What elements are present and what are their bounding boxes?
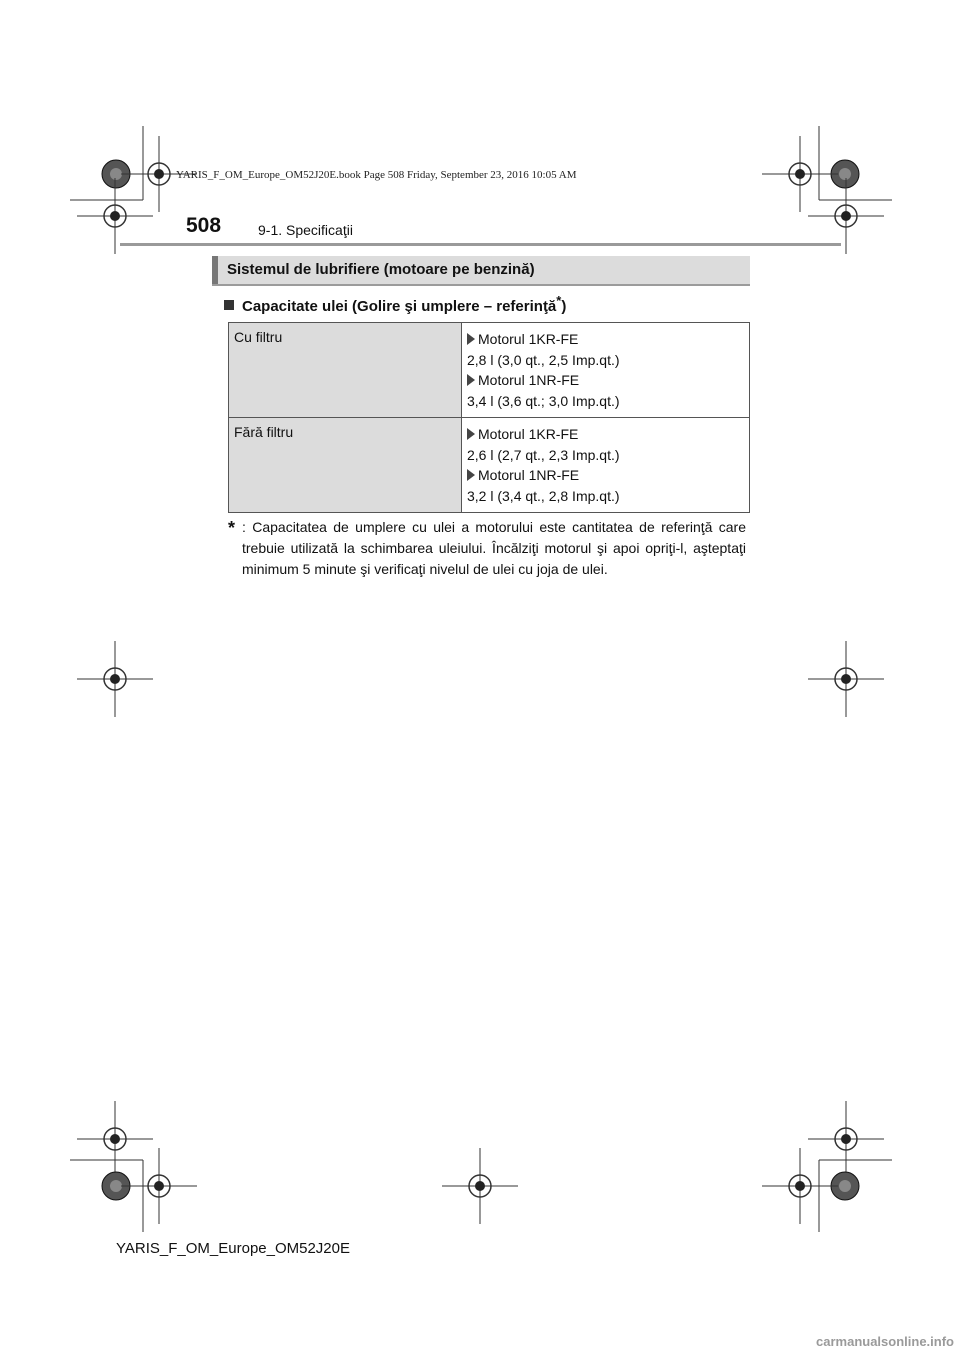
chapter-title: 9-1. Specificaţii — [258, 222, 353, 238]
triangle-bullet-icon — [467, 428, 475, 440]
registration-target-icon — [442, 1148, 518, 1224]
triangle-bullet-icon — [467, 469, 475, 481]
footnote-star: * — [228, 518, 236, 538]
subheading — [224, 293, 566, 315]
page-number: 508 — [186, 214, 222, 237]
watermark: carmanualsonline.info — [816, 1334, 954, 1349]
engine-name: Motorul 1NR-FE — [478, 467, 580, 483]
engine-condition — [467, 329, 744, 349]
engine-condition — [467, 370, 744, 390]
registration-target-icon — [77, 1101, 153, 1177]
registration-target-icon — [121, 1148, 197, 1224]
engine-condition — [467, 465, 744, 485]
oil-capacity-table — [228, 322, 750, 513]
table-row — [229, 323, 750, 418]
section-heading: Sistemul de lubrifiere (motoare pe benzină) — [212, 256, 750, 284]
footnote-text: : Capacitatea de umplere cu ulei a motorului este cantitatea de referinţă care trebuie utilizată la schimbarea uleiului. Încălziţi motorul şi apoi opriţi-l, aşteptaţi minimum 5 minute şi verificaţi nivelul de ulei cu joja de ulei. — [242, 519, 746, 577]
engine-name: Motorul 1KR-FE — [478, 426, 579, 442]
section-divider — [212, 284, 750, 286]
oil-amount: 3,4 l (3,6 qt.; 3,0 Imp.qt.) — [467, 393, 620, 409]
engine-name: Motorul 1KR-FE — [478, 331, 579, 347]
row-label: Fără filtru — [229, 418, 462, 513]
registration-target-icon — [808, 641, 884, 717]
engine-condition — [467, 424, 744, 444]
book-info: YARIS_F_OM_Europe_OM52J20E.book Page 508 Friday, September 23, 2016 10:05 AM — [176, 169, 577, 181]
oil-amount: 2,8 l (3,0 qt., 2,5 Imp.qt.) — [467, 352, 620, 368]
subheading-end: ) — [561, 298, 567, 315]
subheading-star: * — [556, 293, 562, 308]
triangle-bullet-icon — [467, 333, 475, 345]
oil-amount: 3,2 l (3,4 qt., 2,8 Imp.qt.) — [467, 488, 620, 504]
registration-target-icon — [762, 1148, 838, 1224]
registration-target-icon — [77, 641, 153, 717]
row-value — [462, 323, 750, 418]
square-bullet-icon — [224, 300, 234, 310]
footnote — [228, 518, 746, 580]
header-rule — [120, 243, 841, 246]
registration-target-icon — [762, 136, 838, 212]
table-row — [229, 418, 750, 513]
triangle-bullet-icon — [467, 374, 475, 386]
subheading-text: Capacitate ulei (Golire şi umplere – referinţă — [242, 298, 557, 315]
row-value — [462, 418, 750, 513]
engine-name: Motorul 1NR-FE — [478, 372, 580, 388]
oil-amount: 2,6 l (2,7 qt., 2,3 Imp.qt.) — [467, 447, 620, 463]
row-label: Cu filtru — [229, 323, 462, 418]
footer-code: YARIS_F_OM_Europe_OM52J20E — [116, 1240, 351, 1257]
